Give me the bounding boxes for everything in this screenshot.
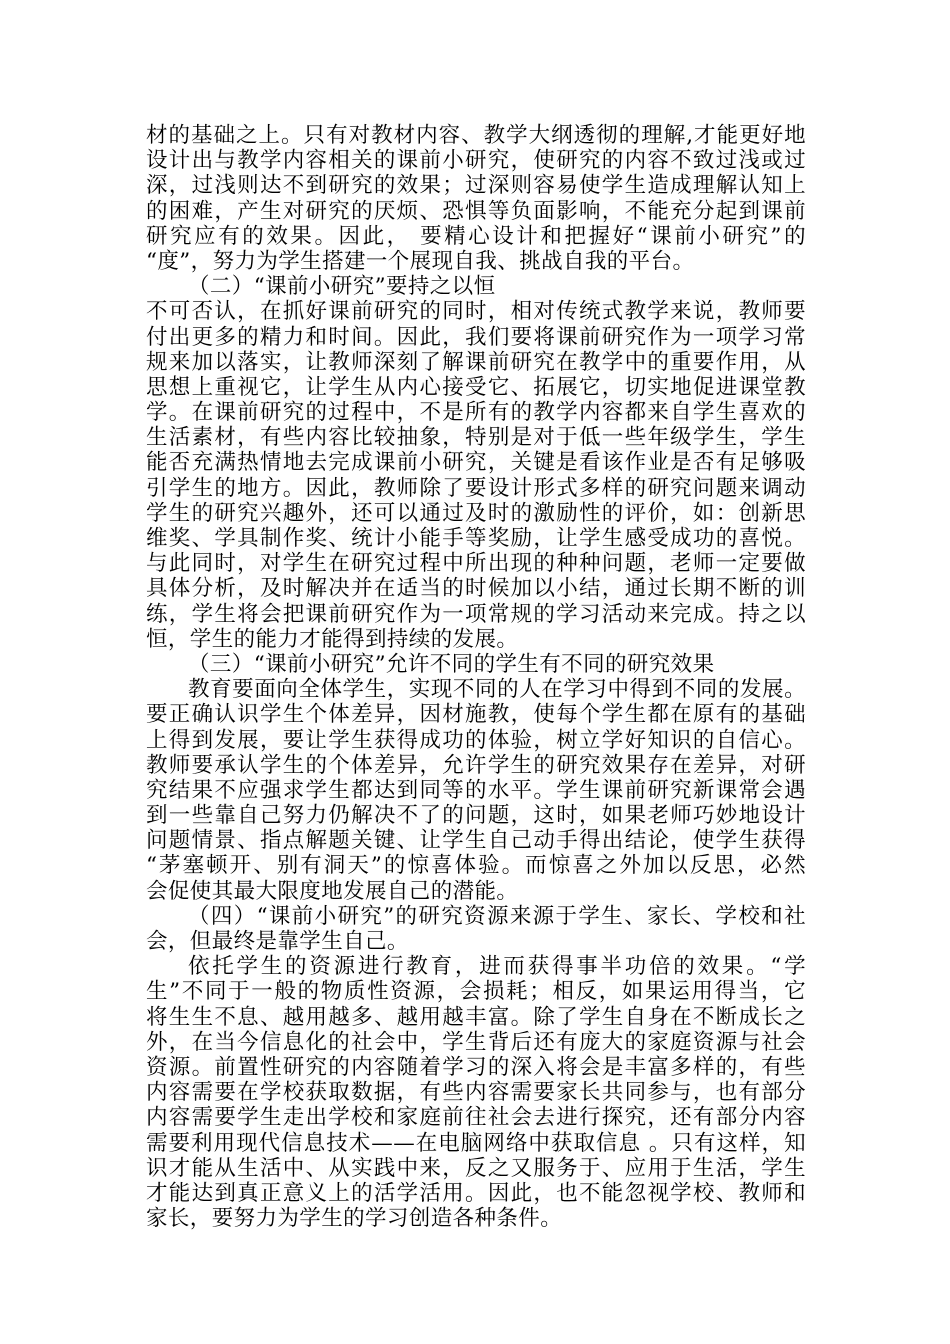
text-line: 上得到发展，要让学生获得成功的体验，树立学好知识的自信心。: [146, 727, 806, 753]
text-line: 生活素材，有些内容比较抽象，特别是对于低一些年级学生，学生: [146, 425, 806, 451]
text-line: 要正确认识学生个体差异，因材施教，使每个学生都在原有的基础: [146, 702, 806, 728]
text-line: “度”，努力为学生搭建一个展现自我、挑战自我的平台。: [146, 248, 695, 274]
text-line: 到一些靠自己努力仍解决不了的问题，这时，如果老师巧妙地设计: [146, 803, 806, 829]
text-line: 能否充满热情地去完成课前小研究，关键是看该作业是否有足够吸: [146, 450, 806, 476]
text-line: 内容需要在学校获取数据，有些内容需要家长共同参与，也有部分: [146, 1080, 806, 1106]
text-line: 深，过浅则达不到研究的效果；过深则容易使学生造成理解认知上: [146, 173, 806, 199]
text-line: 付出更多的精力和时间。因此，我们要将课前研究作为一项学习常: [146, 324, 806, 350]
text-line: 不可否认，在抓好课前研究的同时，相对传统式教学来说，教师要: [146, 299, 806, 325]
text-line: 研究应有的效果。因此， 要精心设计和把握好“课前小研究”的: [146, 223, 806, 249]
text-line: 资源。前置性研究的内容随着学习的深入将会是丰富多样的，有些: [146, 1054, 806, 1080]
text-line: 将生生不息、越用越多、越用越丰富。除了学生自身在不断成长之: [146, 1004, 806, 1030]
text-line: 练，学生将会把课前研究作为一项常规的学习活动来完成。持之以: [146, 601, 806, 627]
text-line: 会，但最终是靠学生自己。: [146, 929, 409, 954]
text-line: 与此同时，对学生在研究过程中所出现的种种问题，老师一定要做: [146, 551, 806, 577]
text-line: （四）“课前小研究”的研究资源来源于学生、家长、学校和社: [188, 903, 806, 929]
text-line: 的困难，产生对研究的厌烦、恐惧等负面影响，不能充分起到课前: [146, 198, 806, 224]
text-line: 恒，学生的能力才能得到持续的发展。: [146, 626, 519, 652]
text-line: “茅塞顿开、别有洞天”的惊喜体验。而惊喜之外加以反思，必然: [146, 853, 806, 879]
document-body: [146, 123, 806, 1231]
text-line: （二）“课前小研究”要持之以恒: [188, 274, 496, 300]
text-line: 依托学生的资源进行教育，进而获得事半功倍的效果。“学: [188, 954, 806, 980]
text-line: 思想上重视它，让学生从内心接受它、拓展它，切实地促进课堂教: [146, 374, 806, 400]
text-line: 究结果不应强求学生都达到同等的水平。学生课前研究新课常会遇: [146, 777, 806, 803]
text-line: 会促使其最大限度地发展自己的潜能。: [146, 878, 519, 904]
text-line: 规来加以落实，让教师深刻了解课前研究在教学中的重要作用，从: [146, 349, 806, 375]
text-line: 需要利用现代信息技术——在电脑网络中获取信息 。只有这样，知: [146, 1130, 806, 1156]
text-line: 才能达到真正意义上的活学活用。因此，也不能忽视学校、教师和: [146, 1180, 806, 1206]
text-line: 学生的研究兴趣外，还可以通过及时的激励性的评价，如：创新思: [146, 500, 806, 526]
text-line: 生”不同于一般的物质性资源，会损耗；相反，如果运用得当，它: [146, 979, 806, 1005]
text-line: 识才能从生活中、从实践中来，反之又服务于、应用于生活，学生: [146, 1155, 806, 1181]
text-line: 教育要面向全体学生，实现不同的人在学习中得到不同的发展。: [188, 677, 806, 703]
text-line: （三）“课前小研究”允许不同的学生有不同的研究效果: [188, 651, 715, 677]
text-line: 引学生的地方。因此，教师除了要设计形式多样的研究问题来调动: [146, 475, 806, 501]
text-line: 问题情景、指点解题关键、让学生自己动手得出结论，使学生获得: [146, 828, 806, 854]
text-line: 维奖、学具制作奖、统计小能手等奖励，让学生感受成功的喜悦。: [146, 526, 806, 551]
text-line: 内容需要学生走出学校和家庭前往社会去进行探究，还有部分内容: [146, 1105, 806, 1131]
text-line: 家长，要努力为学生的学习创造各种条件。: [146, 1206, 563, 1232]
text-line: 具体分析，及时解决并在适当的时候加以小结，通过长期不断的训: [146, 576, 806, 602]
text-line: 设计出与教学内容相关的课前小研究，使研究的内容不致过浅或过: [146, 148, 806, 174]
text-line: 材的基础之上。只有对教材内容、教学大纲透彻的理解,才能更好地: [146, 123, 806, 148]
text-line: 教师要承认学生的个体差异，允许学生的研究效果存在差异，对研: [146, 752, 806, 778]
text-line: 学。在课前研究的过程中，不是所有的教学内容都来自学生喜欢的: [146, 400, 806, 426]
text-line: 外，在当今信息化的社会中，学生背后还有庞大的家庭资源与社会: [146, 1029, 806, 1055]
